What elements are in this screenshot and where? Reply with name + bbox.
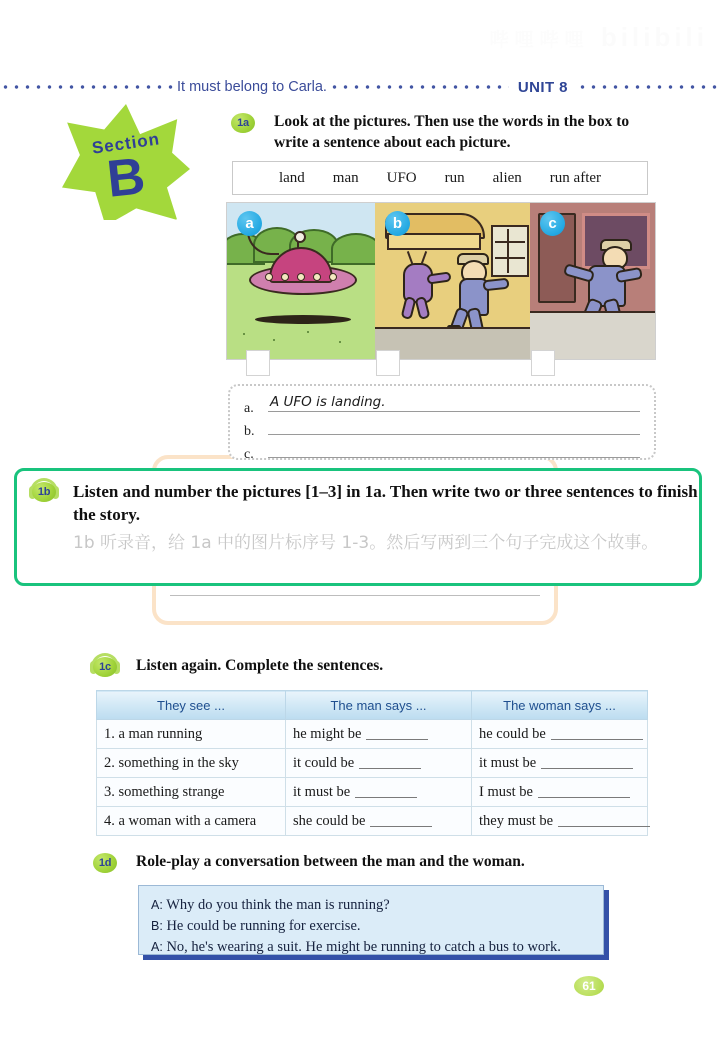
answer-line[interactable] bbox=[268, 394, 640, 412]
cell-text: he could be bbox=[479, 725, 546, 742]
task-1d bbox=[90, 852, 650, 874]
picture-number-box-c[interactable] bbox=[531, 350, 555, 376]
header-dots-right bbox=[577, 78, 720, 96]
conversation-box bbox=[138, 885, 604, 955]
ufo-light bbox=[297, 273, 305, 281]
ufo-light bbox=[281, 273, 289, 281]
word-box-item: run bbox=[444, 169, 465, 186]
blank-line[interactable] bbox=[558, 813, 650, 827]
answer-handwriting: A UFO is landing. bbox=[270, 394, 386, 410]
picture-label-b: b bbox=[385, 211, 410, 236]
task-1b-translation: 1b 听录音，给 1a 中的图片标序号 1-3。然后写两到三个句子完成这个故事。 bbox=[73, 533, 659, 554]
table-row bbox=[97, 807, 648, 836]
picture-number-box-b[interactable] bbox=[376, 350, 400, 376]
answer-line[interactable] bbox=[268, 440, 640, 458]
picture-strip bbox=[226, 202, 656, 360]
task-1d-instruction: Role-play a conversation between the man and the woman. bbox=[136, 853, 525, 870]
running-header bbox=[0, 78, 720, 96]
answer-letter: a. bbox=[244, 401, 254, 416]
table-cell-woman-says[interactable] bbox=[472, 749, 648, 778]
conversation-text: He could be running for exercise. bbox=[166, 918, 361, 935]
conversation-line bbox=[151, 937, 591, 958]
table-cell-man-says[interactable] bbox=[286, 720, 472, 749]
table-cell-they-see: 4. a woman with a camera bbox=[97, 807, 286, 836]
badge-1c bbox=[90, 656, 120, 678]
page-number: 61 bbox=[574, 976, 604, 996]
grass-speck bbox=[339, 341, 341, 343]
table-cell-they-see: 2. something in the sky bbox=[97, 749, 286, 778]
speaker-label: A: bbox=[151, 898, 163, 912]
man-arm bbox=[482, 278, 509, 292]
table-header-row bbox=[97, 691, 648, 720]
alien-antenna bbox=[421, 251, 427, 264]
sentences-table-1c bbox=[96, 690, 648, 836]
header-lesson-title: It must belong to Carla. bbox=[177, 79, 327, 95]
word-box-1a bbox=[232, 161, 648, 195]
table-cell-they-see: 3. something strange bbox=[97, 778, 286, 807]
watermark-brand-text: bilibili bbox=[600, 22, 708, 52]
table-header-they-see: They see ... bbox=[97, 691, 286, 720]
badge-1d-label: 1d bbox=[98, 857, 112, 869]
badge-1c-label: 1c bbox=[99, 661, 111, 673]
window-pane-line bbox=[495, 257, 525, 259]
ufo-light bbox=[313, 273, 321, 281]
section-letter: B bbox=[104, 147, 148, 209]
table-cell-man-says[interactable] bbox=[286, 807, 472, 836]
picture-number-box-a[interactable] bbox=[246, 350, 270, 376]
conversation-text: Why do you think the man is running? bbox=[166, 897, 390, 913]
blank-line[interactable] bbox=[355, 784, 417, 798]
task-1b-instruction: Listen and number the pictures [1–3] in 1a. Then write two or three sentences to finish the story. bbox=[73, 482, 698, 524]
table-cell-they-see: 1. a man running bbox=[97, 720, 286, 749]
answer-row bbox=[244, 417, 640, 440]
bilibili-watermark bbox=[490, 22, 708, 53]
badge-1a-label: 1a bbox=[237, 117, 249, 129]
table-row bbox=[97, 778, 648, 807]
table-cell-man-says[interactable] bbox=[286, 749, 472, 778]
picture-panel-a bbox=[227, 203, 375, 359]
writing-line bbox=[170, 595, 540, 596]
word-box-item: alien bbox=[492, 169, 522, 186]
building-window bbox=[491, 225, 529, 277]
table-cell-woman-says[interactable] bbox=[472, 807, 648, 836]
section-star-badge bbox=[62, 104, 190, 220]
table-header-man-says: The man says ... bbox=[286, 691, 472, 720]
awning-board-shape bbox=[387, 233, 481, 250]
table-cell-man-says[interactable] bbox=[286, 778, 472, 807]
task-1c bbox=[90, 656, 650, 678]
header-dots-left bbox=[0, 78, 175, 96]
conversation-line bbox=[151, 916, 591, 937]
grass-speck bbox=[273, 339, 275, 341]
cell-text: it must be bbox=[293, 783, 351, 800]
bush-shape bbox=[331, 233, 375, 265]
table-header-woman-says: The woman says ... bbox=[472, 691, 648, 720]
picture-panel-b bbox=[375, 203, 530, 359]
answer-row bbox=[244, 394, 640, 417]
window-pane-line bbox=[507, 229, 509, 273]
badge-1d bbox=[90, 852, 120, 874]
task-1b-callout bbox=[14, 468, 702, 586]
cell-text: it could be bbox=[293, 754, 355, 771]
header-unit-label: UNIT 8 bbox=[517, 78, 568, 96]
task-1a-instruction: Look at the pictures. Then use the words in the box to write a sentence about each picture. bbox=[274, 113, 630, 151]
table-cell-woman-says[interactable] bbox=[472, 720, 648, 749]
blank-line[interactable] bbox=[370, 813, 432, 827]
answer-letter: c. bbox=[244, 447, 254, 462]
window-pane-line bbox=[495, 241, 525, 243]
table-row bbox=[97, 720, 648, 749]
table-cell-woman-says[interactable] bbox=[472, 778, 648, 807]
answer-row bbox=[244, 440, 640, 463]
blank-line[interactable] bbox=[366, 726, 428, 740]
blank-line[interactable] bbox=[359, 755, 421, 769]
answers-panel-1a bbox=[228, 384, 656, 460]
word-box-item: land bbox=[278, 169, 305, 186]
task-1a bbox=[228, 112, 658, 154]
cell-text: it must be bbox=[479, 754, 537, 771]
alien-arm bbox=[426, 271, 451, 284]
cell-text: he might be bbox=[293, 725, 362, 742]
conversation-line bbox=[151, 895, 591, 916]
ufo-light bbox=[265, 273, 273, 281]
task-1c-instruction: Listen again. Complete the sentences. bbox=[136, 657, 384, 674]
speaker-label: A: bbox=[151, 940, 163, 955]
badge-1a bbox=[228, 112, 258, 134]
ufo-ground-shadow bbox=[255, 315, 351, 324]
blank-line[interactable] bbox=[541, 755, 633, 769]
cell-text: she could be bbox=[293, 812, 366, 829]
word-box-item: man bbox=[332, 169, 359, 186]
ufo-antenna-icon bbox=[297, 236, 299, 248]
word-box-item: run after bbox=[549, 169, 602, 186]
section-word: Section bbox=[90, 129, 162, 158]
grass-speck bbox=[307, 331, 309, 333]
cell-text: I must be bbox=[479, 783, 533, 800]
ufo-light bbox=[329, 273, 337, 281]
badge-1b-label: 1b bbox=[37, 486, 51, 498]
alien-leg bbox=[401, 296, 417, 320]
header-dots-middle bbox=[329, 78, 509, 96]
blank-line[interactable] bbox=[551, 726, 643, 740]
watermark-cn-text: 哔哩哔哩 bbox=[489, 30, 590, 51]
word-box-item: UFO bbox=[386, 169, 417, 186]
alien-antenna bbox=[407, 251, 413, 264]
table-row bbox=[97, 749, 648, 778]
grass-speck bbox=[243, 333, 245, 335]
blank-line[interactable] bbox=[538, 784, 630, 798]
picture-panel-c bbox=[530, 203, 655, 359]
badge-1b bbox=[29, 481, 59, 503]
answer-letter: b. bbox=[244, 424, 255, 439]
answer-line[interactable] bbox=[268, 417, 640, 435]
conversation-text: No, he's wearing a suit. He might be running to catch a bus to work. bbox=[166, 939, 561, 956]
speaker-label: B: bbox=[151, 919, 163, 934]
picture-label-a: a bbox=[237, 211, 262, 236]
picture-label-c: c bbox=[540, 211, 565, 236]
cell-text: they must be bbox=[479, 812, 554, 829]
